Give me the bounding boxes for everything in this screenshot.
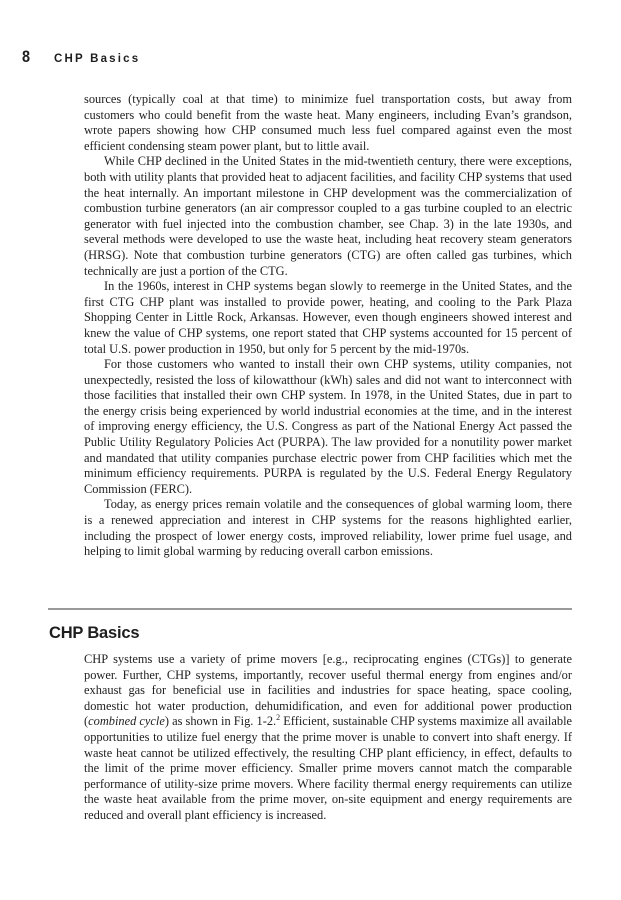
paragraph: While CHP declined in the United States in the mid-twentieth century, there were exceptions, both with utility plants that provided heat to adjacent facilities, and facility CHP systems that used the heat internally. An important milestone in CHP development was the commercialization of combustion turbine generators (an air compressor coupled to a gas turbine coupled to an electric generator with fuel injected into the combustion chamber, see Chap. 3) in the late 1930s, and several methods were developed to use the waste heat, including heat recovery steam generators (HRSG). Note that combustion turbine generators (CTG) are often called gas turbines, which technically are just a portion of the CTG. — [84, 154, 572, 278]
section-divider — [48, 608, 572, 610]
page-number: 8 — [22, 47, 31, 66]
intro-text — [84, 92, 572, 560]
running-head — [22, 47, 140, 67]
footnote-reference[interactable]: 2 — [276, 713, 281, 723]
paragraph — [84, 652, 572, 824]
text-run: Efficient, sustainable CHP systems maximize all available opportunities to utilize fuel energy that the prime mover is unable to convert into shaft energy. If waste heat cannot be utilized effectively, the resulting CHP plant efficiency, in effect, defaults to the limit of the prime mover efficiency. Smaller prime movers cannot match the comparable performance of utility-size prime movers. Where facility thermal energy requirements can utilize the waste heat available from the prime mover, on-site equipment and energy requirements are reduced and overall plant efficiency is increased. — [84, 714, 573, 822]
section-heading: CHP Basics — [49, 624, 140, 642]
paragraph: sources (typically coal at that time) to minimize fuel transportation costs, but away from customers who could benefit from the waste heat. Many engineers, including Evan’s grandson, wrote papers showing how CHP consumed much less fuel compared against even the most efficient condensing steam power plant, but to little avail. — [84, 92, 572, 153]
italic-term: combined cycle — [88, 714, 165, 729]
running-title: CHP Basics — [54, 53, 141, 65]
section-text — [84, 652, 572, 824]
text-run: ) as shown in Fig. 1-2. — [164, 714, 277, 729]
paragraph: For those customers who wanted to install their own CHP systems, utility companies, not unexpectedly, resisted the loss of kilowatthour (kWh) sales and did not want to interconnect with those facilities that installed their own CHP system. In 1978, in the United States, due in part to the energy crisis being experienced by world industrial economies at the time, and in the interest of improving energy efficiency, the U.S. Congress as part of the National Energy Act passed the Public Utility Regulatory Policies Act (PURPA). The law provided for a nonutility power market and mandated that utility companies purchase electric power from CHP facilities which met the minimum efficiency requirements. PURPA is regulated by the U.S. Federal Energy Regulatory Commission (FERC). — [84, 357, 572, 496]
paragraph: In the 1960s, interest in CHP systems began slowly to reemerge in the United States, and the first CTG CHP plant was installed to provide power, heating, and cooling to the Park Plaza Shopping Center in Little Rock, Arkansas. However, even though engineers showed interest and knew the value of CHP systems, one report stated that CHP systems accounted for 15 percent of total U.S. power production in 1950, but only for 5 percent by the mid-1970s. — [84, 279, 572, 356]
paragraph: Today, as energy prices remain volatile and the consequences of global warming loom, there is a renewed appreciation and interest in CHP systems for the reasons highlighted earlier, including the prospect of lower energy costs, improved reliability, lower prime fuel usage, and helping to limit global warming by reducing overall carbon emissions. — [84, 497, 572, 559]
text-run: CHP systems use a variety of prime movers [e.g., reciprocating engines (CTGs)] to generate power. Further, CHP systems, importantly, recover useful thermal energy from engines and/or exhaust gas for beneficial use in facilities and industries for space heating, space cooling, domestic hot water production, dehumidification, and even for additional power production ( — [84, 652, 572, 729]
